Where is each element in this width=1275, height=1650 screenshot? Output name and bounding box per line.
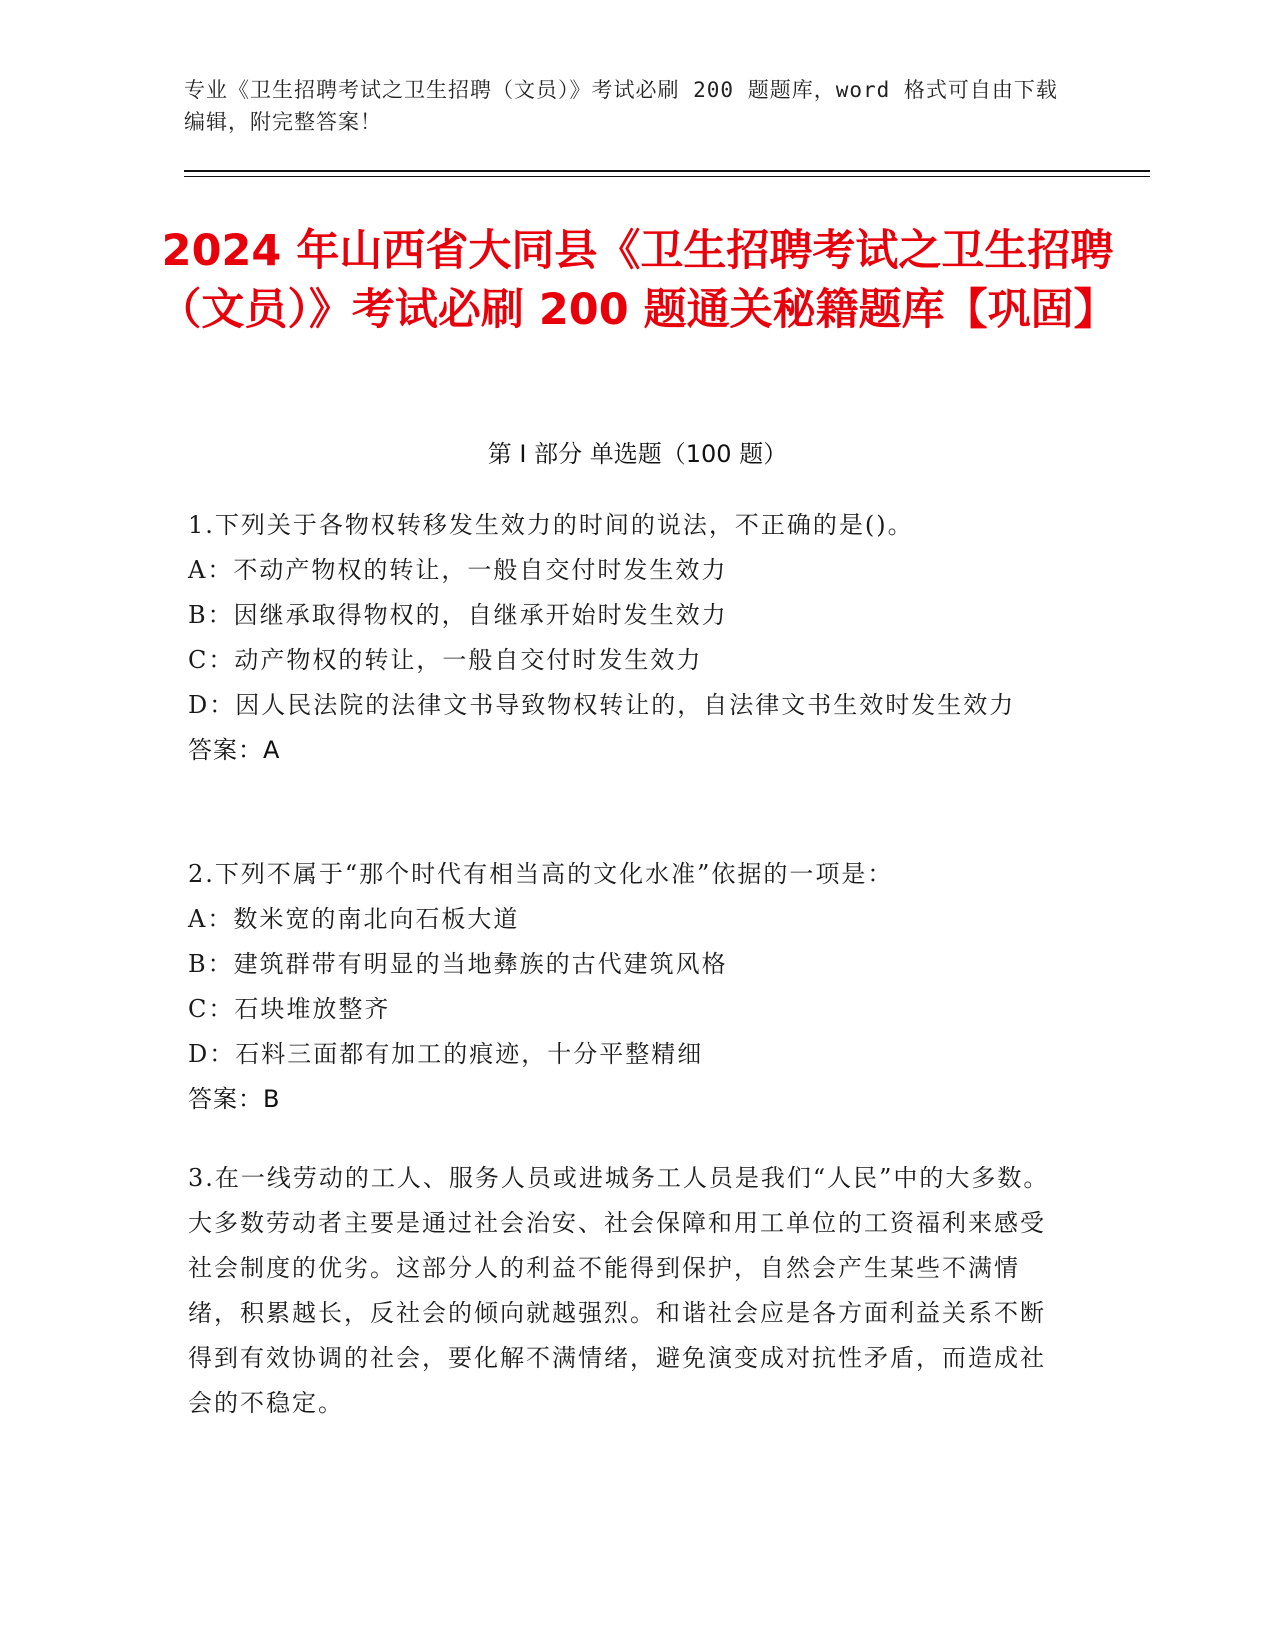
question-stem: 1.下列关于各物权转移发生效力的时间的说法，不正确的是()。 — [188, 511, 914, 539]
document-title: 2024 年山西省大同县《卫生招聘考试之卫生招聘（文员）》考试必刷 200 题通关秘籍题库【巩固】 — [158, 226, 1117, 335]
option-c: C：石块堆放整齐 — [188, 995, 391, 1023]
answer-label: 答案：A — [188, 736, 281, 764]
option-a: A：不动产物权的转让，一般自交付时发生效力 — [188, 556, 728, 584]
question-block-2 — [188, 852, 1068, 1122]
option-d: D：因人民法院的法律文书导致物权转让的，自法律文书生效时发生效力 — [188, 691, 1016, 719]
option-c: C：动产物权的转让，一般自交付时发生效力 — [188, 646, 703, 674]
question-stem: 3.在一线劳动的工人、服务人员或进城务工人员是我们“人民”中的大多数。大多数劳动者主要是通过社会治安、社会保障和用工单位的工资福利来感受社会制度的优劣。这部分人的利益不能得到保护，自然会产生某些不满情绪，积累越长，反社会的倾向就越强烈。和谐社会应是各方面利益关系不断得到有效协调的社会，要化解不满情绪，避免演变成对抗性矛盾，而造成社会的不稳定。 — [188, 1164, 1050, 1417]
question-block-3 — [188, 1156, 1068, 1426]
option-d: D：石料三面都有加工的痕迹，十分平整精细 — [188, 1040, 704, 1068]
section-heading: 第 I 部分 单选题（100 题） — [487, 440, 788, 468]
header-rule-bottom — [184, 176, 1150, 177]
option-b: B：建筑群带有明显的当地彝族的古代建筑风格 — [188, 950, 728, 978]
header-rule-top — [184, 170, 1150, 172]
option-a: A：数米宽的南北向石板大道 — [188, 905, 520, 933]
question-block-1 — [188, 503, 1068, 773]
option-b: B：因继承取得物权的，自继承开始时发生效力 — [188, 601, 728, 629]
header-note: 专业《卫生招聘考试之卫生招聘（文员）》考试必刷 200 题题库，word 格式可自由下载编辑，附完整答案！ — [184, 78, 1058, 134]
question-stem: 2.下列不属于“那个时代有相当高的文化水准”依据的一项是： — [188, 860, 894, 888]
answer-label: 答案：B — [188, 1085, 281, 1113]
